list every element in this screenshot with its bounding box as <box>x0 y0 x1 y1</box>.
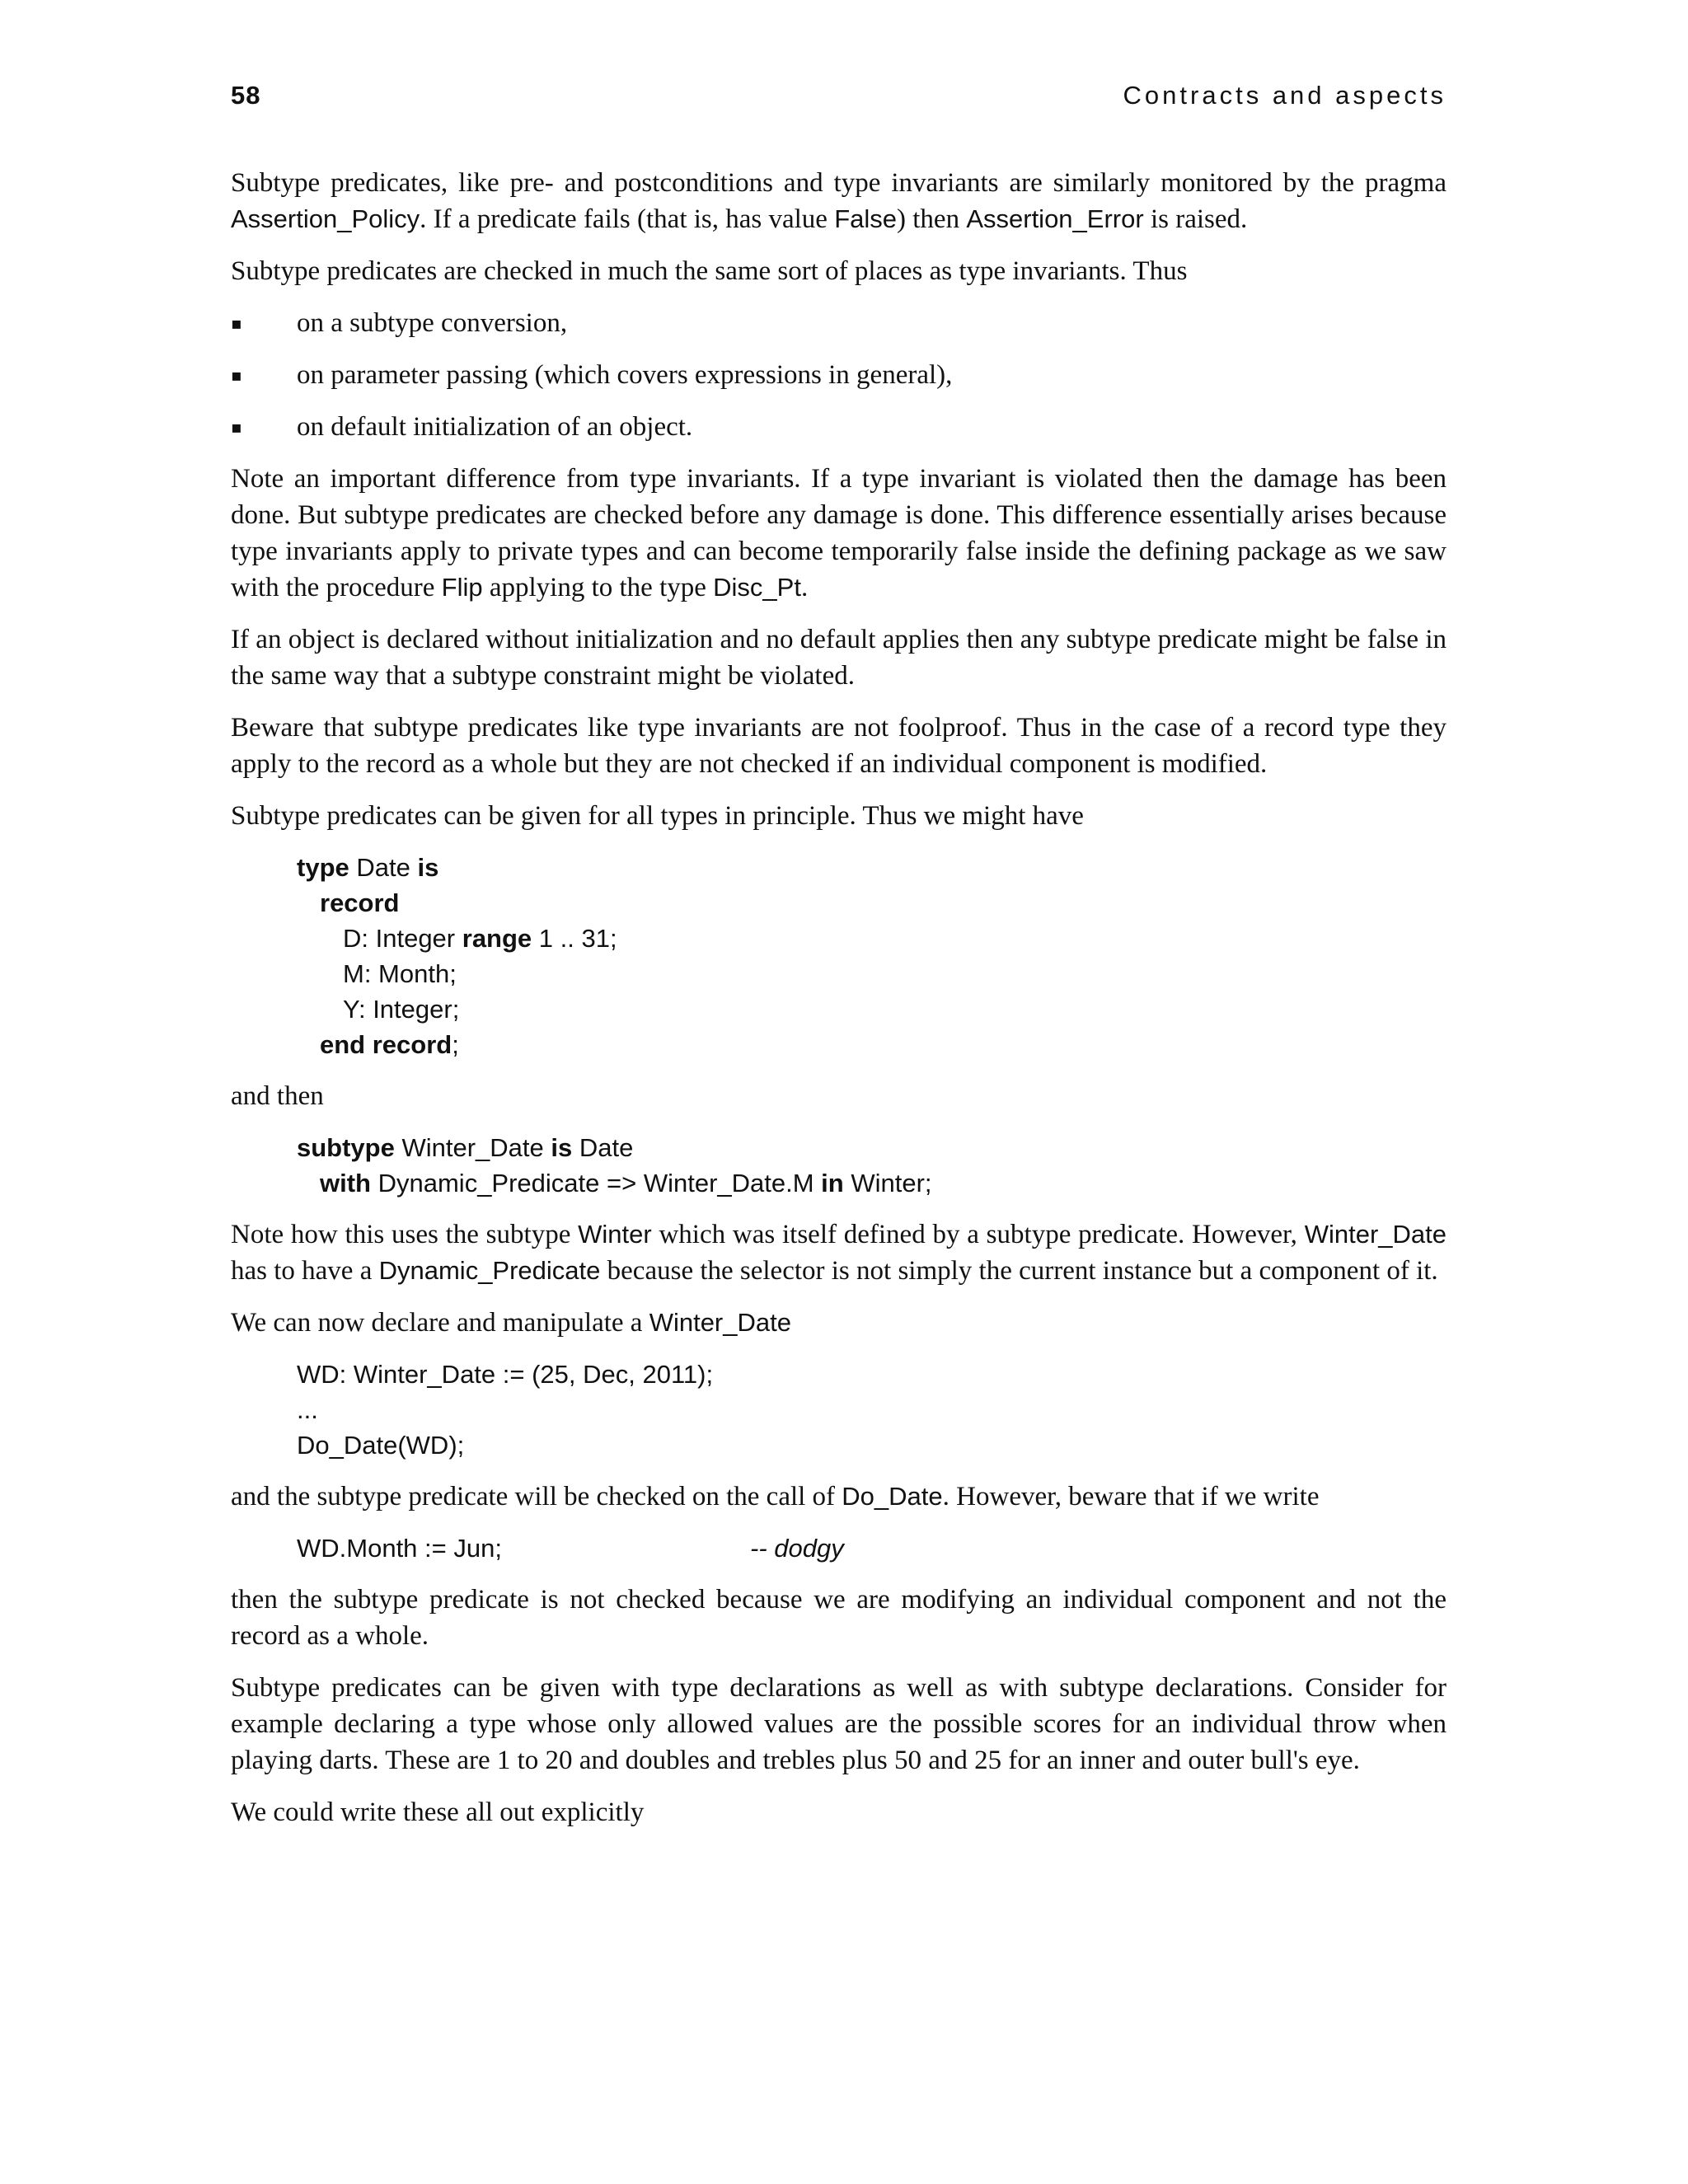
paragraph-initialization: If an object is declared without initialization and no default applies then any subtype predicate might be false in the same way that a subtype constraint might be violated. <box>231 625 1447 691</box>
keyword: subtype <box>297 1133 395 1162</box>
code-term: Winter <box>578 1220 652 1249</box>
keyword: with <box>320 1169 371 1197</box>
list-item-text: on default initialization of an object. <box>297 412 693 442</box>
code-term: Do_Date <box>842 1482 943 1511</box>
paragraph-not-foolproof: Beware that subtype predicates like type invariants are not foolproof. Thus in the case of a record type they apply to the record as a whole but they are not checked if an individual component is modified. <box>231 713 1447 779</box>
text: and the subtype predicate will be checked on the call of <box>231 1482 842 1511</box>
bullet-icon: ▪ <box>231 417 242 437</box>
code-text: WD.Month := Jun; <box>297 1534 502 1563</box>
keyword: is <box>417 853 439 882</box>
list-item <box>231 409 1447 445</box>
text: because the selector is not simply the current instance but a component of it. <box>600 1256 1438 1286</box>
page-header <box>231 81 1447 118</box>
code-comment: -- dodgy <box>750 1534 844 1563</box>
code-term: Flip <box>441 573 483 602</box>
body-text <box>231 165 1447 1846</box>
code-term: Assertion_Policy <box>231 204 420 233</box>
keyword: record <box>320 888 400 917</box>
paragraph-dynamic-predicate <box>231 1216 1447 1289</box>
code-line <box>297 850 1447 885</box>
code-line <box>297 885 1447 921</box>
paragraph-checked-on-call <box>231 1479 1447 1515</box>
text: Subtype predicates, like pre- and postconditions and type invariants are similarly monitored by the pragma <box>231 168 1447 198</box>
code-term: Disc_Pt <box>713 573 801 602</box>
list-item <box>231 357 1447 393</box>
running-title: Contracts and aspects <box>1123 81 1447 110</box>
keyword: end record <box>320 1030 452 1059</box>
text: Note how this uses the subtype <box>231 1220 579 1249</box>
paragraph-not-checked: then the subtype predicate is not checked because we are modifying an individual component and not the record as a whole. <box>231 1585 1447 1651</box>
code-text: Winter; <box>843 1169 932 1197</box>
code-text: Date <box>572 1133 634 1162</box>
paragraph-and-then: and then <box>231 1081 324 1111</box>
text: We can now declare and manipulate a <box>231 1308 649 1338</box>
text: has to have a <box>231 1256 379 1286</box>
bullet-icon: ▪ <box>231 365 242 385</box>
code-term: Assertion_Error <box>966 204 1144 233</box>
code-block-winter-date <box>297 1130 1447 1201</box>
code-term: False <box>834 204 898 233</box>
code-line <box>297 1130 1447 1165</box>
bullet-list <box>231 305 1447 445</box>
paragraph-all-types: Subtype predicates can be given for all types in principle. Thus we might have <box>231 801 1084 831</box>
text: applying to the type <box>482 573 714 602</box>
code-term: Winter_Date <box>1304 1220 1447 1249</box>
text: Note an important difference from type invariants. If a type invariant is violated then the damage has been done. But subtype predicates are checked before any damage is done. This difference essentially arises because type invariants apply to private types and can become temporarily false inside the defining package as we saw with the procedure <box>231 464 1447 602</box>
code-line: ... <box>297 1395 318 1424</box>
code-line <box>297 921 1447 956</box>
paragraph-write-explicitly: We could write these all out explicitly <box>231 1797 645 1827</box>
code-line <box>297 1165 1447 1201</box>
text: is raised. <box>1143 204 1248 234</box>
paragraph-checked-places: Subtype predicates are checked in much the same sort of places as type invariants. Thus <box>231 256 1188 286</box>
text: ) then <box>897 204 967 234</box>
keyword: is <box>551 1133 573 1162</box>
list-item-text: on parameter passing (which covers expressions in general), <box>297 360 953 390</box>
code-text: D: Integer <box>343 924 462 953</box>
code-block-wd-declaration <box>297 1357 1447 1463</box>
code-term: Winter_Date <box>649 1308 791 1337</box>
bullet-icon: ▪ <box>231 313 242 333</box>
list-item-text: on a subtype conversion, <box>297 308 568 338</box>
text: which was itself defined by a subtype predicate. However, <box>651 1220 1305 1249</box>
code-block-date-type <box>297 850 1447 1062</box>
paragraph-declare-manipulate <box>231 1305 1447 1341</box>
code-line <box>297 1027 1447 1062</box>
text: . <box>800 573 809 602</box>
page <box>231 0 1447 2184</box>
keyword: type <box>297 853 349 882</box>
text: . However, beware that if we write <box>942 1482 1320 1511</box>
page-number: 58 <box>231 81 261 110</box>
code-line: M: Month; <box>343 959 457 988</box>
code-text: Dynamic_Predicate => Winter_Date.M <box>371 1169 822 1197</box>
paragraph-assertion-policy <box>231 165 1447 237</box>
code-block-wd-month <box>297 1530 1447 1566</box>
code-text: 1 .. 31; <box>532 924 617 953</box>
code-line <box>297 1530 1447 1566</box>
keyword: in <box>821 1169 844 1197</box>
code-text: ; <box>452 1030 459 1059</box>
code-text: Date <box>349 853 418 882</box>
code-text: Winter_Date <box>394 1133 551 1162</box>
code-term: Dynamic_Predicate <box>378 1256 601 1285</box>
paragraph-important-difference <box>231 461 1447 606</box>
code-line: WD: Winter_Date := (25, Dec, 2011); <box>297 1360 714 1389</box>
list-item <box>231 305 1447 341</box>
keyword: range <box>462 924 532 953</box>
code-line: Do_Date(WD); <box>297 1431 465 1460</box>
text: . If a predicate fails (that is, has value <box>420 204 835 234</box>
paragraph-darts: Subtype predicates can be given with type declarations as well as with subtype declarations. Consider for example declaring a type whose only allowed values are the possible scores for an individual throw when playing darts. These are 1 to 20 and doubles and trebles plus 50 and 25 for an inner and outer bull's eye. <box>231 1673 1447 1775</box>
code-line: Y: Integer; <box>343 995 460 1024</box>
